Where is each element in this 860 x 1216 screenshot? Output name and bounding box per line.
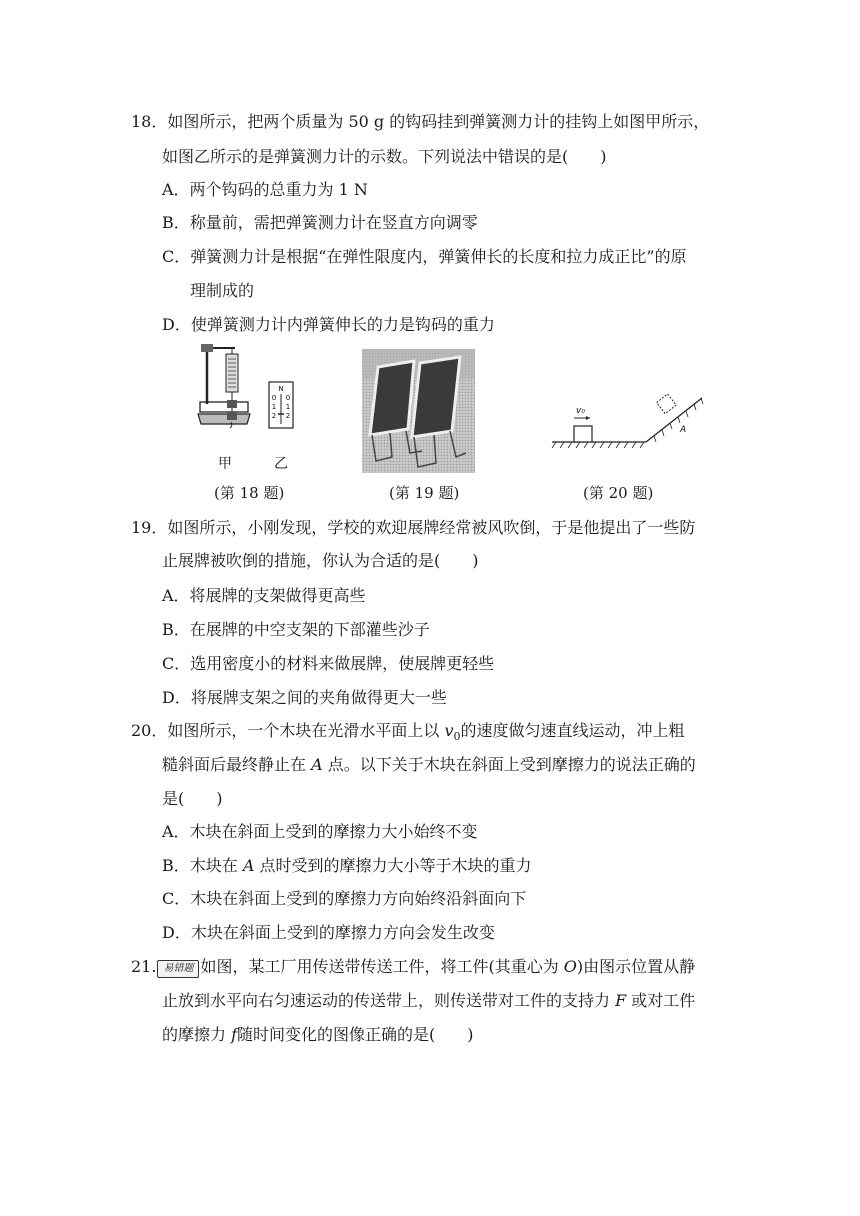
q18-option-a: A．两个钩码的总重力为 1 N [162,180,368,199]
figure-18-label-jia: 甲 [218,456,232,472]
figure-18-spring-scale [195,342,315,477]
q19-option-b: B．在展牌的中空支架的下部灌些沙子 [162,620,430,639]
scale-mark-2-left: 2 [271,412,277,420]
q18-option-d: D．使弹簧测力计内弹簧伸长的力是钩码的重力 [162,315,495,334]
q19-option-a: A．将展牌的支架做得更高些 [162,586,366,605]
q21-stem-line-2-part-b: 或对工件 [626,991,696,1010]
q21-stem-line-1-part-a: 如图，某工厂用传送带传送工件，将工件(其重心为 [200,957,564,976]
scale-mark-1-right: 1 [285,403,291,411]
q19-option-c: C．选用密度小的材料来做展牌，使展牌更轻些 [162,654,495,673]
q20-option-c: C．木块在斜面上受到的摩擦力方向始终沿斜面向下 [162,889,527,908]
q21-stem-line-1 [131,957,695,978]
q19-option-d: D．将展牌支架之间的夹角做得更大一些 [162,688,447,707]
q20-option-d: D．木块在斜面上受到的摩擦力方向会发生改变 [162,923,495,942]
figure-20-block-incline [550,392,710,474]
q18-option-c: C．弹簧测力计是根据“在弹性限度内，弹簧伸长的长度和拉力成正比”的原 [162,247,687,266]
q21-stem-line-3 [162,1025,474,1045]
q20-stem-line-1 [131,721,685,747]
q20-stem-line-3: 是( ) [162,789,223,808]
q20-stem-line-2-part-b: 点。以下关于木块在斜面上受到摩擦力的说法正确的 [322,755,696,774]
q21-stem-line-2-part-a: 止放到水平向右匀速运动的传送带上，则传送带对工件的支持力 [162,991,616,1010]
q18-stem-line-2: 如图乙所示的是弹簧测力计的示数。下列说法中错误的是( ) [162,147,607,166]
q20-option-b-part-2: 点时受到的摩擦力大小等于木块的重力 [254,856,532,875]
q20-stem-line-2-part-a: 糙斜面后最终静止在 [162,755,312,774]
q21-o-symbol: O [563,957,577,976]
q20-option-a: A．木块在斜面上受到的摩擦力大小始终不变 [162,822,478,841]
q21-number: 21. [131,957,157,976]
q20-option-b-point-a: A [242,856,255,875]
q21-stem-line-3-part-a: 的摩擦力 [162,1025,232,1044]
q19-stem-line-1: 19．如图所示，小刚发现，学校的欢迎展牌经常被风吹倒，于是他提出了一些防 [131,518,696,537]
q21-stem-line-2 [162,991,695,1011]
q20-stem-line-1-part-a: 20．如图所示，一个木块在光滑水平面上以 [131,721,445,740]
figure-19-caption: (第 19 题) [389,484,460,502]
q20-stem-line-2 [162,755,696,775]
q18-stem-line-1: 18．如图所示，把两个质量为 50 g 的钩码挂到弹簧测力计的挂钩上如图甲所示， [131,112,710,131]
scale-mark-0-right: 0 [285,394,291,402]
scale-mark-0-left: 0 [271,394,277,402]
q21-error-prone-badge: 易错题 [157,960,199,978]
q19-stem-line-2: 止展牌被吹倒的措施，你认为合适的是( ) [162,551,479,570]
scale-unit-label: N [278,385,284,393]
q20-v0-symbol: v [444,721,454,740]
figure-18-caption: (第 18 题) [214,484,285,502]
q21-f-symbol: F [615,991,627,1010]
q20-option-b-part-1: B．木块在 [162,856,243,875]
figure-19-display-boards-photo [362,349,475,473]
q21-stem-line-3-part-b: 随时间变化的图像正确的是( ) [237,1025,474,1044]
q21-f-small-symbol: f [231,1025,238,1044]
q20-stem-line-1-part-b: 的速度做匀速直线运动，冲上粗 [460,721,685,740]
figure-20-caption: (第 20 题) [583,484,654,502]
figure-20-point-a-label: A [680,425,687,435]
q18-option-b: B．称量前，需把弹簧测力计在竖直方向调零 [162,213,478,232]
figure-20-v0-label: v₀ [576,406,585,416]
q18-option-c-continued: 理制成的 [190,281,255,300]
figure-18-label-yi: 乙 [274,456,288,472]
q21-stem-line-1-part-b: )由图示位置从静 [576,957,696,976]
q20-point-a-symbol: A [311,755,323,774]
scale-mark-1-left: 1 [271,403,277,411]
scale-mark-2-right: 2 [285,412,291,420]
q20-option-b [162,856,532,876]
q20-v0-subscript: 0 [453,730,461,744]
